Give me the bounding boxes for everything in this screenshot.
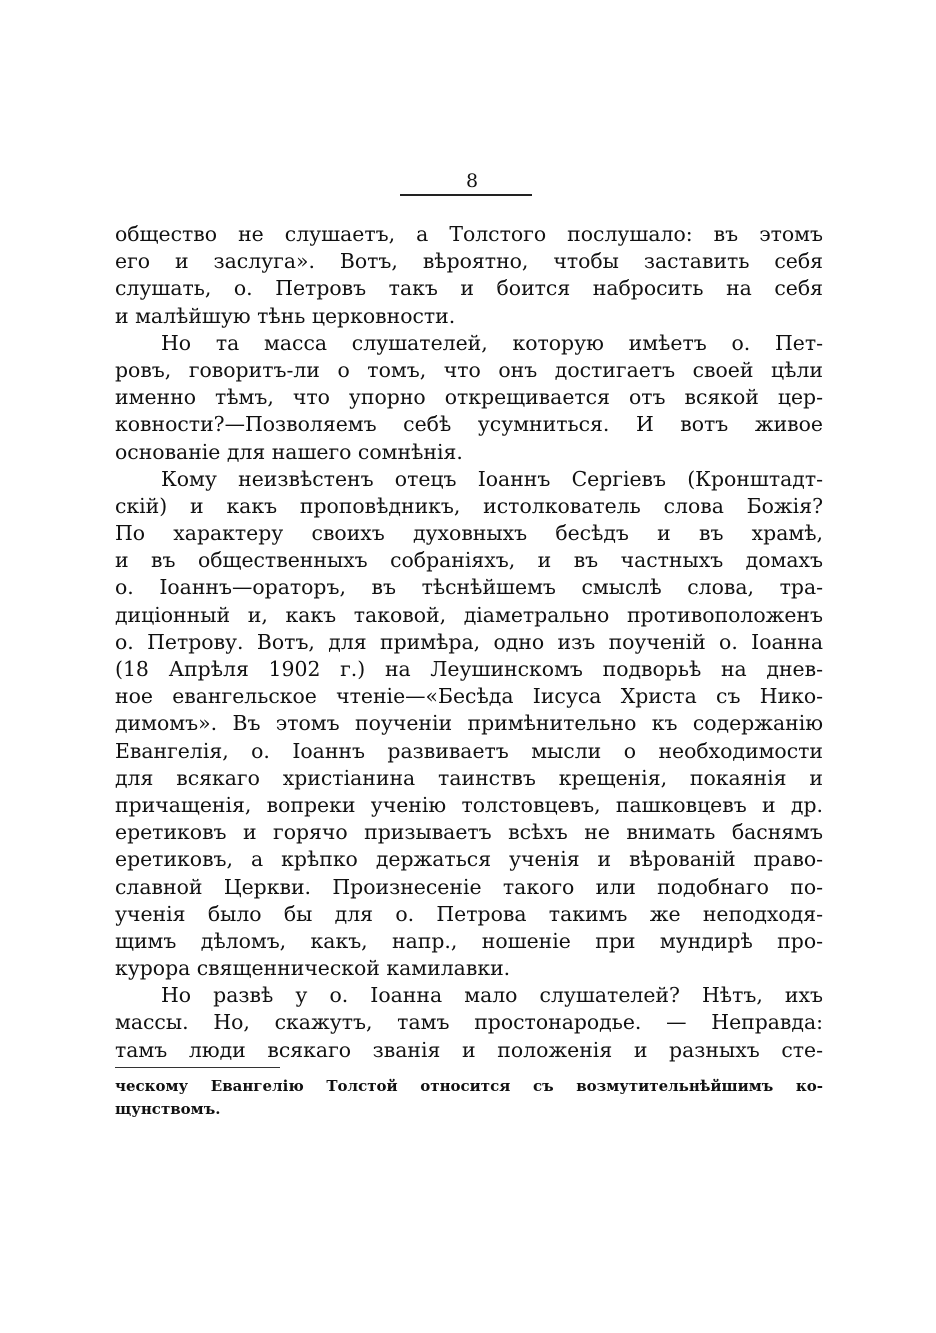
page-number: 8 bbox=[465, 170, 479, 192]
text-line: Но та масса слушателей, которую имѣетъ о. Пет- bbox=[161, 330, 823, 355]
text-line: слушать, о. Петровъ такъ и боится набросить на себя bbox=[115, 276, 823, 301]
text-line: ученія было бы для о. Петрова такимъ же неподходя- bbox=[115, 901, 823, 926]
text-line: еретиковъ, а крѣпко держаться ученія и вѣрованій право- bbox=[115, 847, 823, 872]
text-line: причащенія, вопреки ученію толстовцевъ, пашковцевъ и др. bbox=[115, 792, 823, 817]
text-line: Кому неизвѣстенъ отецъ Іоаннъ Сергіевъ (Кронштадт- bbox=[161, 466, 823, 491]
text-line: Но развѣ у о. Іоанна мало слушателей? Нѣтъ, ихъ bbox=[161, 983, 823, 1008]
text-line: его и заслуга». Вотъ, вѣроятно, чтобы заставить себя bbox=[115, 249, 823, 274]
text-line: (18 Апрѣля 1902 г.) на Леушинскомъ подворьѣ на днев- bbox=[115, 657, 823, 681]
text-line: славной Церкви. Произнесеніе такого или подобнаго по- bbox=[115, 874, 823, 899]
text-line: ное евангельское чтеніе—«Бесѣда Іисуса Христа съ Нико- bbox=[115, 684, 823, 709]
text-line: о. Іоаннъ—ораторъ, въ тѣснѣйшемъ смыслѣ слова, тра- bbox=[115, 575, 823, 600]
text-line: и малѣйшую тѣнь церковности. bbox=[115, 303, 456, 328]
text-line: еретиковъ и горячо призываетъ всѣхъ не внимать баснямъ bbox=[115, 820, 823, 845]
text-line: тамъ люди всякаго званія и положенія и разныхъ сте- bbox=[115, 1037, 823, 1062]
text-line: диціонный и, какъ таковой, діаметрально противоположенъ bbox=[115, 602, 823, 627]
text-line: ровъ, говоритъ-ли о томъ, что онъ достигаетъ своей цѣли bbox=[115, 357, 823, 382]
text-line: димомъ». Въ этомъ поученіи примѣнительно къ содержанію bbox=[115, 711, 823, 736]
footnote-line: ческому Евангелію Толстой относится съ возмутительнѣйшимъ ко- bbox=[115, 1077, 823, 1095]
text-line: именно тѣмъ, что упорно открещивается отъ всякой цер- bbox=[115, 385, 823, 410]
text-line: ковности?—Позволяемъ себѣ усумниться. И вотъ живое bbox=[115, 412, 823, 437]
header-rule bbox=[400, 194, 532, 196]
page-header bbox=[0, 170, 936, 210]
text-line: По характеру своихъ духовныхъ бесѣдъ и въ храмѣ, bbox=[115, 521, 823, 546]
text-line: массы. Но, скажутъ, тамъ простонародье. — Неправда: bbox=[115, 1010, 823, 1035]
text-line: курора священнической камилавки. bbox=[115, 956, 511, 981]
text-line: о. Петрову. Вотъ, для примѣра, одно изъ поученій о. Іоанна bbox=[115, 629, 823, 654]
text-line: основаніе для нашего сомнѣнія. bbox=[115, 439, 463, 464]
body-text bbox=[115, 221, 823, 1064]
text-line: общество не слушаетъ, а Толстого послушало: въ этомъ bbox=[115, 222, 823, 246]
footnote-rule bbox=[115, 1067, 280, 1068]
text-line: для всякаго христіанина таинствъ крещенія, покаянія и bbox=[115, 765, 823, 790]
footnote bbox=[115, 1075, 823, 1121]
text-line: скій) и какъ проповѣдникъ, истолкователь слова Божія? bbox=[115, 493, 823, 518]
text-line: щимъ дѣломъ, какъ, напр., ношеніе при мундирѣ про- bbox=[115, 928, 823, 953]
footnote-line: щунствомъ. bbox=[115, 1100, 221, 1118]
text-line: и въ общественныхъ собраніяхъ, и въ частныхъ домахъ bbox=[115, 548, 823, 573]
text-line: Евангелія, о. Іоаннъ развиваетъ мысли о необходимости bbox=[115, 738, 823, 763]
